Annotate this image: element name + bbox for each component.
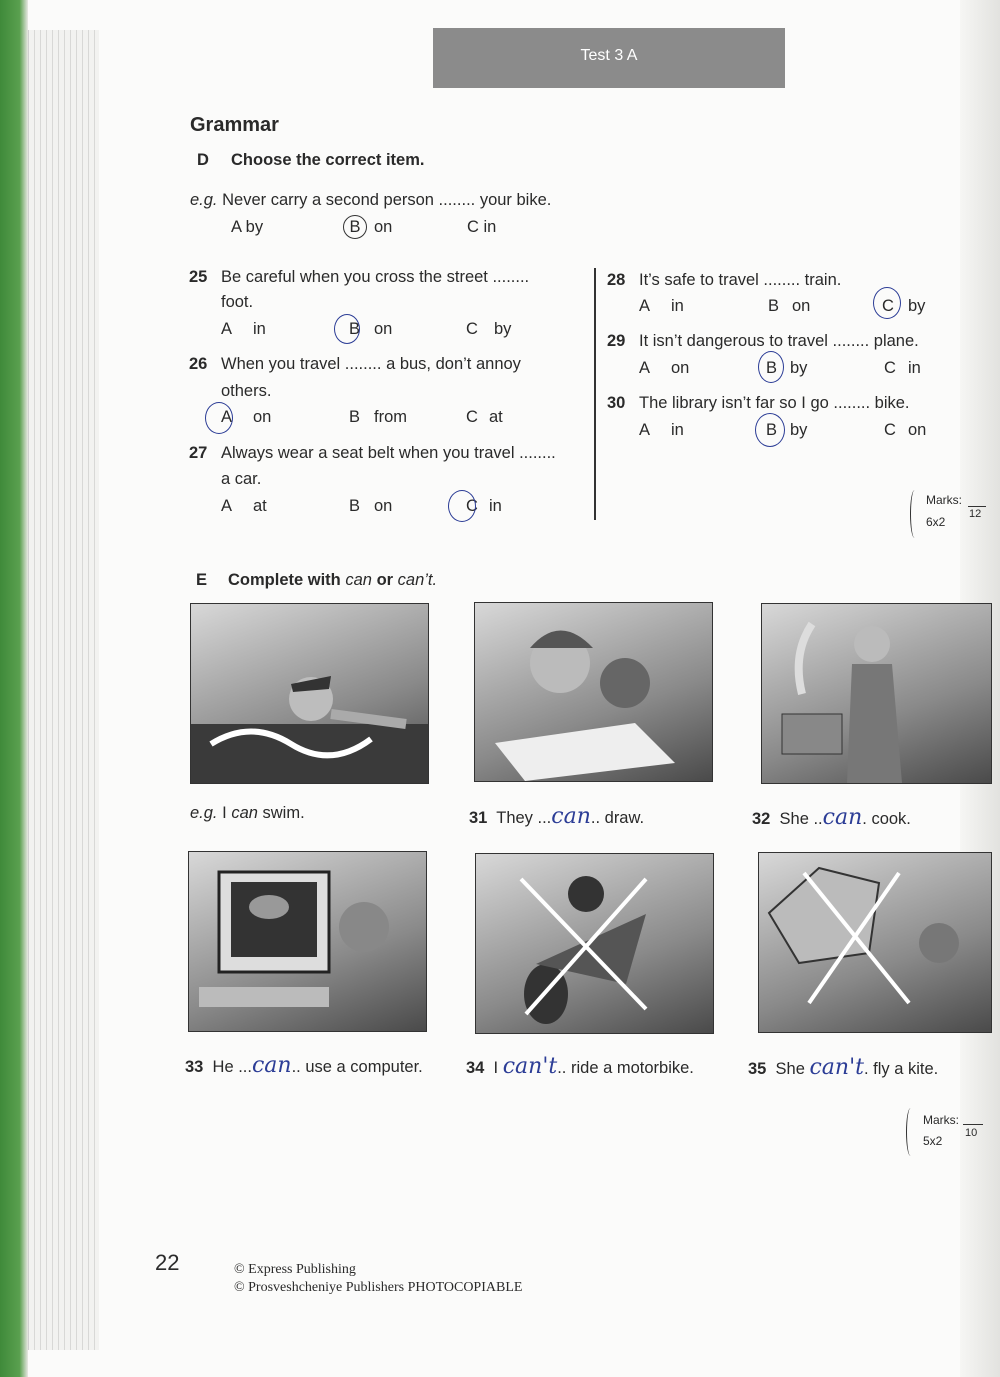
marks-label: Marks:: [923, 1113, 959, 1127]
handwritten-answer-circle: [873, 287, 901, 319]
page-stack-edges: [28, 30, 99, 1350]
picture-boy-swimming: [190, 603, 429, 784]
option-c-text: in: [489, 497, 502, 515]
marks-blank: [963, 1124, 983, 1125]
option-a-text: on: [253, 408, 272, 426]
option-b-text: from: [374, 408, 407, 426]
option-a-text: in: [671, 421, 684, 439]
caption-34: 34 I can't.. ride a motorbike.: [466, 1054, 694, 1079]
handwritten-answer-circle: [758, 351, 784, 383]
caption-num: 34: [466, 1059, 485, 1077]
handwritten-answer-circle: [755, 413, 785, 447]
option-b-text: on: [374, 320, 393, 338]
section-title: Grammar: [190, 114, 279, 136]
option-c-text: in: [908, 359, 921, 377]
binder-edge: [0, 0, 28, 1377]
part-d-instruction: Choose the correct item.: [231, 151, 425, 169]
caption-pre: I: [493, 1059, 499, 1077]
instr-cant: can’t.: [397, 571, 438, 589]
part-d-letter: D: [197, 151, 209, 169]
instr-can: can: [345, 571, 372, 589]
option-a[interactable]: A: [221, 408, 233, 426]
caption-pre: She ..: [779, 810, 823, 828]
q-text: Always wear a seat belt when you travel ........: [221, 444, 556, 462]
q-num: 28: [607, 271, 626, 289]
caption-35: 35 She can't. fly a kite.: [748, 1055, 939, 1080]
q-num: 29: [607, 332, 626, 350]
option-b[interactable]: B: [349, 497, 361, 515]
picture-boy-computer: [188, 851, 427, 1032]
caption-num: e.g.: [190, 804, 218, 822]
option-b[interactable]: B: [766, 421, 778, 439]
caption-33: 33 He ...can.. use a computer.: [185, 1053, 423, 1078]
caption-example: [190, 804, 305, 823]
option-b[interactable]: B: [349, 320, 361, 338]
option-a[interactable]: A: [221, 497, 233, 515]
q-text: It isn’t dangerous to travel ........ plane.: [639, 332, 919, 350]
q-text-cont: a car.: [221, 470, 262, 488]
q-num: 25: [189, 268, 208, 286]
handwritten-answer[interactable]: can't: [809, 1055, 864, 1080]
handwritten-answer[interactable]: can: [251, 1053, 292, 1078]
caption-pre: He ...: [212, 1058, 252, 1076]
option-a[interactable]: A: [221, 320, 233, 338]
option-c-text: on: [908, 421, 927, 439]
marks-total: 12: [969, 508, 982, 520]
handwritten-answer-circle: [205, 402, 233, 434]
option-a[interactable]: A: [639, 297, 651, 315]
option-c[interactable]: C: [466, 497, 478, 515]
part-e-instruction: [228, 571, 437, 590]
caption-num: 32: [752, 810, 771, 828]
marks-total: 10: [965, 1127, 978, 1139]
option-b[interactable]: B: [349, 408, 361, 426]
picture-boys-drawing: [474, 602, 713, 782]
picture-kite-crossed: [758, 852, 992, 1033]
page-number: 22: [155, 1250, 180, 1275]
column-divider: [594, 268, 596, 520]
option-b-text: on: [792, 297, 811, 315]
part-e-letter: E: [196, 571, 208, 589]
example-question: [190, 191, 551, 210]
q-num: 30: [607, 394, 626, 412]
option-c[interactable]: C: [884, 421, 896, 439]
instr-text: Complete with: [228, 571, 341, 589]
option-b-text: on: [374, 497, 393, 515]
example-answer-circle: B: [343, 215, 367, 239]
copyright-line-1: © Express Publishing: [234, 1262, 356, 1277]
q-num: 27: [189, 444, 208, 462]
example-option-b-text: on: [374, 218, 393, 236]
handwritten-answer[interactable]: can't: [502, 1054, 558, 1079]
option-c[interactable]: C: [466, 408, 478, 426]
caption-post: ride a motorbike.: [570, 1059, 694, 1077]
caption-pre: She: [775, 1060, 805, 1078]
marks-label: Marks:: [926, 493, 962, 507]
handwritten-answer-circle: [448, 490, 476, 522]
option-c[interactable]: C: [882, 297, 894, 315]
caption-post: cook.: [871, 810, 911, 828]
bracket: [906, 1108, 915, 1156]
example-option-a: A by: [231, 218, 264, 236]
handwritten-answer-circle: [334, 314, 360, 344]
caption-num: 33: [185, 1058, 204, 1076]
caption-answer: can: [231, 804, 258, 822]
option-a-text: in: [253, 320, 266, 338]
caption-32: 32 She ..can. cook.: [752, 805, 911, 830]
example-text: Never carry a second person ........ your bike.: [222, 191, 552, 209]
caption-post: swim.: [262, 804, 305, 822]
test-header: Test 3 A: [433, 28, 785, 88]
caption-post: fly a kite.: [873, 1060, 939, 1078]
eg-label: e.g.: [190, 191, 218, 209]
option-b-text: by: [790, 359, 808, 377]
marks-calc: 6x2: [926, 515, 946, 529]
example-option-c: C in: [467, 218, 497, 236]
q-text-cont: others.: [221, 382, 272, 400]
handwritten-answer[interactable]: can: [822, 805, 863, 830]
option-a[interactable]: A: [639, 359, 651, 377]
option-a[interactable]: A: [639, 421, 651, 439]
q-text: It’s safe to travel ........ train.: [639, 271, 842, 289]
caption-pre: They ...: [496, 809, 552, 827]
bracket: [910, 490, 919, 538]
copyright-line-2: © Prosveshcheniye Publishers PHOTOCOPIABLE: [234, 1280, 523, 1295]
picture-girl-cooking: [761, 603, 992, 784]
option-b-text: by: [790, 421, 808, 439]
option-b[interactable]: B: [768, 297, 780, 315]
picture-motorbike-crossed: [475, 853, 714, 1034]
option-a-text: at: [253, 497, 267, 515]
option-a-text: on: [671, 359, 690, 377]
option-c[interactable]: C: [466, 320, 478, 338]
option-c-text: at: [489, 408, 503, 426]
caption-post: use a computer.: [305, 1058, 423, 1076]
handwritten-answer[interactable]: can: [551, 804, 591, 829]
option-c-text: by: [494, 320, 512, 338]
instr-or: or: [376, 571, 394, 589]
q-text-cont: foot.: [221, 293, 254, 311]
marks-calc: 5x2: [923, 1134, 943, 1148]
caption-num: 35: [748, 1060, 767, 1078]
caption-pre: I: [222, 804, 227, 822]
option-b[interactable]: B: [766, 359, 778, 377]
option-c-text: by: [908, 297, 926, 315]
q-num: 26: [189, 355, 208, 373]
q-text: The library isn’t far so I go ........ bike.: [639, 394, 910, 412]
caption-post: draw.: [604, 809, 645, 827]
option-a-text: in: [671, 297, 684, 315]
caption-num: 31: [469, 809, 488, 827]
marks-blank: [968, 506, 986, 507]
q-text: Be careful when you cross the street ........: [221, 268, 530, 286]
q-text: When you travel ........ a bus, don’t annoy: [221, 355, 521, 373]
option-c[interactable]: C: [884, 359, 896, 377]
caption-31: 31 They ...can.. draw.: [469, 804, 645, 829]
